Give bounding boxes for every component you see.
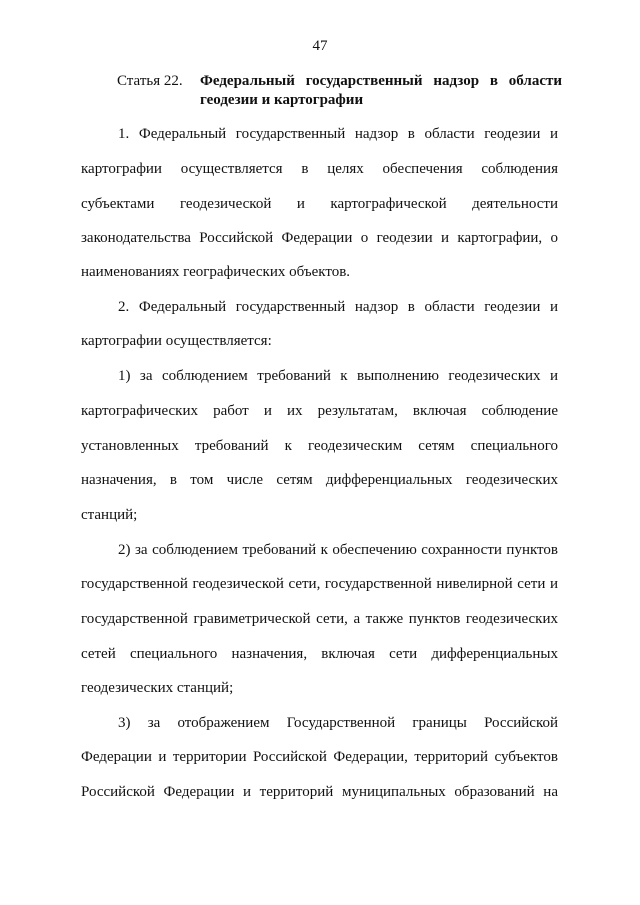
text-line: законодательства Российской Федерации о геодезии и картографии, о [81, 230, 558, 246]
text-line: картографии осуществляется: [81, 333, 272, 349]
text-line: назначения, в том числе сетям дифференциальных геодезических [81, 472, 558, 488]
text-line: государственной геодезической сети, государственной нивелирной сети и [81, 576, 558, 592]
text-line: Федерации и территории Российской Федерации, территорий субъектов [81, 749, 558, 765]
text-line: 3) за отображением Государственной границы Российской [118, 715, 558, 731]
page-number: 47 [312, 38, 328, 54]
text-line: государственной гравиметрической сети, а также пунктов геодезических [81, 611, 558, 627]
text-line: картографии осуществляется в целях обеспечения соблюдения [81, 161, 558, 177]
text-line: 1. Федеральный государственный надзор в области геодезии и [118, 126, 558, 142]
text-line: станций; [81, 507, 138, 523]
text-line: наименованиях географических объектов. [81, 264, 351, 280]
text-line: геодезических станций; [81, 680, 234, 696]
text-line: Российской Федерации и территорий муниципальных образований на [81, 784, 558, 800]
article-title: Федеральный государственный надзор в области геодезии и картографии [200, 73, 562, 108]
text-line: установленных требований к геодезическим сетям специального [81, 438, 558, 454]
text-line: 2) за соблюдением требований к обеспечению сохранности пунктов [118, 542, 558, 558]
article-number: Статья 22. [117, 73, 183, 89]
text-line: картографических работ и их результатам, включая соблюдение [81, 403, 558, 419]
text-line: 2. Федеральный государственный надзор в области геодезии и [118, 299, 558, 315]
text-line: сетей специального назначения, включая сети дифференциальных [81, 646, 558, 662]
text-line: субъектами геодезической и картографической деятельности [81, 196, 558, 212]
text-line: 1) за соблюдением требований к выполнению геодезических и [118, 368, 558, 384]
